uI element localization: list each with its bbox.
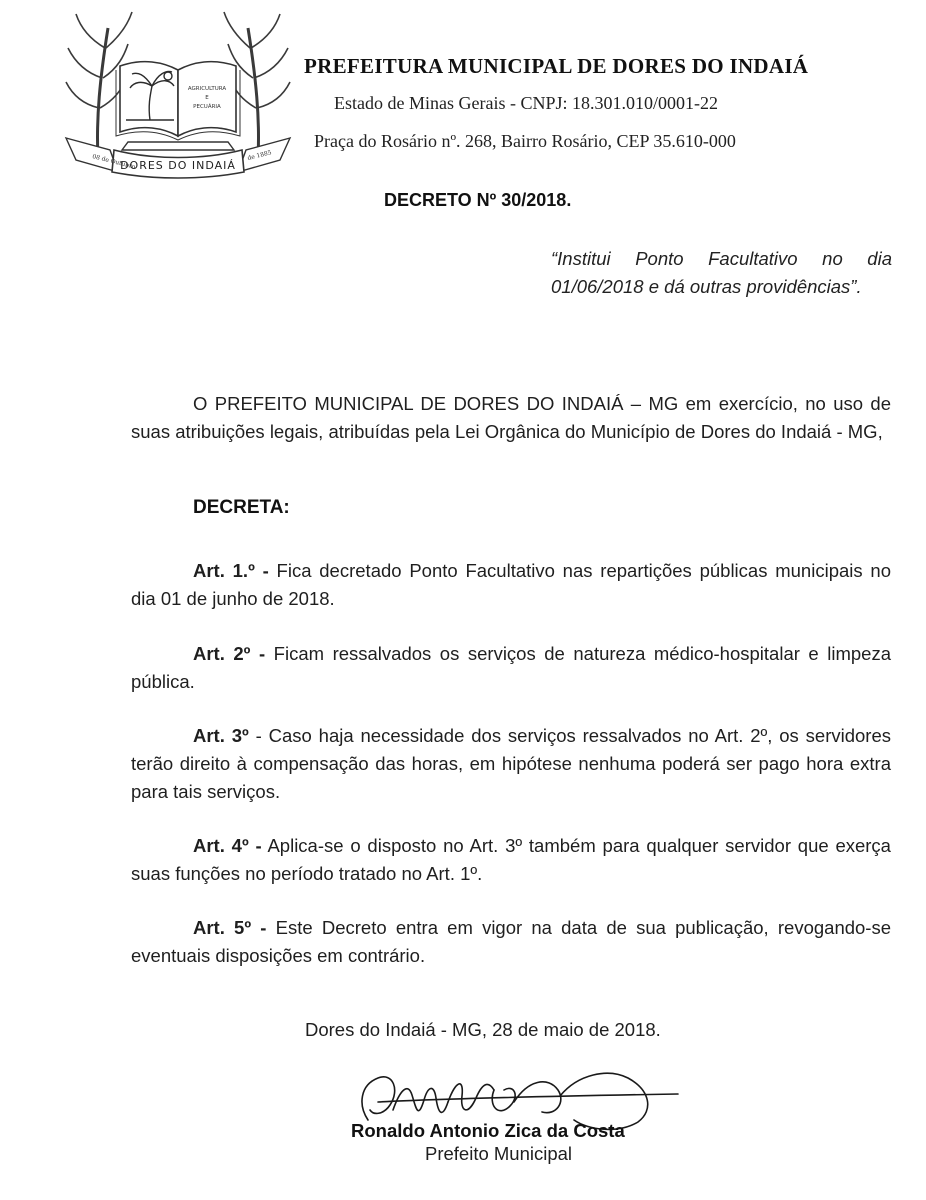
decree-summary: “Institui Ponto Facultativo no dia 01/06/2018 e dá outras providências”. (551, 248, 892, 297)
article-label: Art. 2º - (193, 643, 266, 664)
intro-paragraph: O PREFEITO MUNICIPAL DE DORES DO INDAIÁ – MG em exercício, no uso de suas atribuições legais, atribuídas pela Lei Orgânica do Município de Dores do Indaiá - MG, (131, 393, 891, 442)
svg-text:PECUÁRIA: PECUÁRIA (193, 104, 221, 110)
article-text: Fica decretado Ponto Facultativo nas repartições públicas municipais no dia 01 de junho de 2018. (131, 560, 891, 609)
article-text: Este Decreto entra em vigor na data de sua publicação, revogando-se eventuais disposições em contrário. (131, 917, 892, 966)
article-text: Ficam ressalvados os serviços de natureza médico-hospitalar e limpeza pública. (131, 643, 891, 692)
svg-text:E: E (205, 95, 209, 101)
article-label: Art. 3º (193, 725, 249, 746)
article-5 (131, 914, 891, 970)
article-1 (131, 557, 891, 613)
svg-text:AGRICULTURA: AGRICULTURA (187, 86, 227, 92)
article-label: Art. 4º - (193, 835, 262, 856)
address-line: Praça do Rosário nº. 268, Bairro Rosário, CEP 35.610-000 (314, 131, 736, 151)
signer-role: Prefeito Municipal (425, 1143, 573, 1164)
institution-title: PREFEITURA MUNICIPAL DE DORES DO INDAIÁ (304, 54, 809, 78)
article-text: Aplica-se o disposto no Art. 3º também para qualquer servidor que exerça suas funções no período tratado no Art. 1º. (131, 835, 891, 884)
municipal-seal-logo (58, 8, 298, 186)
decree-title: DECRETO Nº 30/2018. (384, 190, 572, 210)
article-2 (131, 640, 891, 696)
article-4 (131, 832, 891, 888)
signer-name: Ronaldo Antonio Zica da Costa (351, 1120, 625, 1141)
state-cnpj-line: Estado de Minas Gerais - CNPJ: 18.301.010/0001-22 (334, 93, 718, 113)
place-date-line: Dores do Indaiá - MG, 28 de maio de 2018. (305, 1019, 661, 1040)
article-label: Art. 5º - (193, 917, 267, 938)
decreta-heading: DECRETA: (193, 497, 290, 518)
svg-text:DORES DO INDAIÁ: DORES DO INDAIÁ (120, 159, 236, 172)
article-label: Art. 1.º - (193, 560, 269, 581)
svg-text:de 1885: de 1885 (246, 149, 273, 162)
svg-text:08 de Outubro: 08 de Outubro (91, 153, 137, 171)
article-text: - Caso haja necessidade dos serviços ressalvados no Art. 2º, os servidores terão direito à compensação das horas, em hipótese nenhuma poderá ser pago hora extra para tais serviços. (131, 725, 891, 802)
article-3 (131, 722, 891, 806)
